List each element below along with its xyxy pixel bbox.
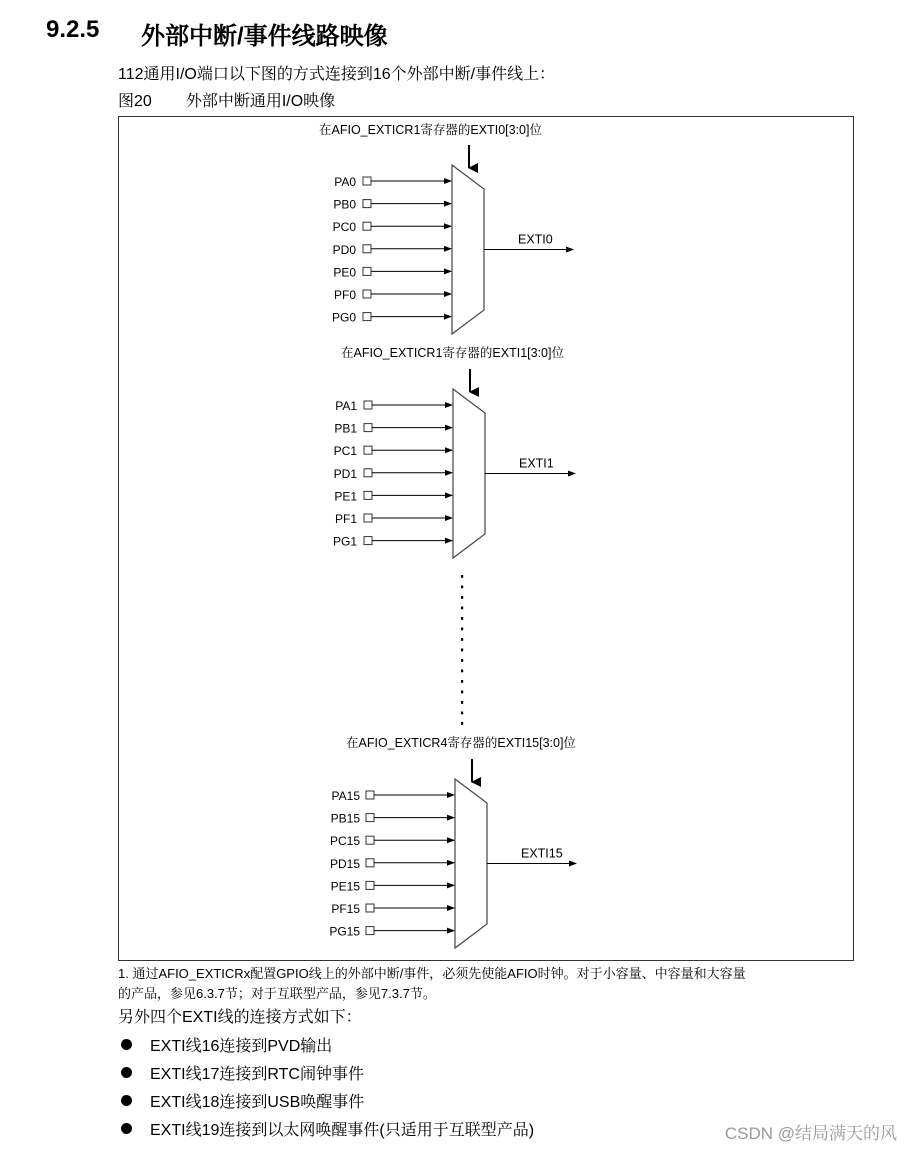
footnote-line-2: 的产品，参见6.3.7节；对于互联型产品，参见7.3.7节。 — [118, 986, 436, 1001]
ellipsis-dot — [461, 617, 463, 620]
pin-square-icon — [363, 290, 371, 298]
ellipsis-dot — [461, 712, 463, 715]
intro-paragraph: 112通用I/O端口以下图的方式连接到16个外部中断/事件线上： — [118, 66, 556, 83]
pin-square-icon — [364, 446, 372, 454]
pin-square-icon — [366, 791, 374, 799]
watermark: CSDN @结局满天的风 — [724, 1124, 897, 1143]
pin-square-icon — [363, 200, 371, 208]
ellipsis-dot — [461, 628, 463, 631]
ellipsis-dot — [461, 722, 463, 725]
pin-label: PG0 — [331, 310, 356, 325]
pin-label: PA0 — [334, 175, 356, 189]
list-item-text: EXTI线18连接到USB唤醒事件 — [150, 1093, 365, 1111]
section-number: 9.2.5 — [46, 16, 100, 43]
bullet-icon — [121, 1095, 132, 1106]
pin-square-icon — [363, 245, 371, 253]
additional-heading: 另外四个EXTI线的连接方式如下： — [118, 1009, 362, 1026]
multiplexer-shape — [452, 165, 484, 334]
ellipsis-dot — [461, 680, 463, 683]
bullet-icon — [121, 1067, 132, 1078]
pin-label: PD15 — [329, 856, 360, 871]
pin-square-icon — [363, 313, 371, 321]
pin-square-icon — [366, 814, 374, 822]
pin-label: PB0 — [333, 197, 356, 212]
pin-square-icon — [364, 537, 372, 545]
pin-square-icon — [364, 401, 372, 409]
pin-square-icon — [364, 469, 372, 477]
ellipsis-dot — [461, 607, 463, 610]
pin-square-icon — [366, 881, 374, 889]
ellipsis-dots — [461, 575, 463, 725]
list-item-text: EXTI线16连接到PVD输出 — [150, 1037, 333, 1055]
pin-label: PF0 — [333, 288, 356, 302]
list-item-text: EXTI线19连接到以太网唤醒事件(只适用于互联型产品) — [150, 1121, 535, 1139]
pin-square-icon — [364, 424, 372, 432]
footnote — [118, 964, 746, 1004]
footnote-line-1: 1. 通过AFIO_EXTICRx配置GPIO线上的外部中断/事件，必须先使能AFIO时钟。对于小容量、中容量和大容量 — [118, 966, 746, 981]
pin-square-icon — [363, 222, 371, 230]
mux-exti15 — [329, 735, 576, 948]
ellipsis-dot — [461, 575, 463, 578]
figure-caption: 外部中断通用I/O映像 — [185, 93, 336, 110]
pin-label: PB15 — [330, 811, 360, 826]
pin-label: PA15 — [331, 789, 360, 803]
output-label: EXTI0 — [518, 232, 553, 247]
list-item — [118, 1086, 534, 1114]
pin-label: PD0 — [332, 242, 356, 257]
pin-square-icon — [364, 491, 372, 499]
pin-square-icon — [366, 859, 374, 867]
pin-label: PE15 — [330, 879, 360, 894]
output-label: EXTI1 — [519, 456, 554, 471]
selector-label: 在AFIO_EXTICR1寄存器的EXTI1[3:0]位 — [341, 346, 564, 360]
list-item — [118, 1058, 534, 1086]
multiplexer-shape — [455, 779, 487, 948]
ellipsis-dot — [461, 649, 463, 652]
pin-label: PC15 — [329, 834, 360, 849]
pin-label: PB1 — [334, 421, 357, 436]
mux-exti0 — [319, 122, 573, 334]
pin-square-icon — [363, 267, 371, 275]
ellipsis-dot — [461, 670, 463, 673]
pin-label: PC1 — [333, 444, 357, 459]
pin-label: PF1 — [334, 512, 357, 526]
figure-number: 图20 — [118, 93, 152, 110]
section-title: 外部中断/事件线路映像 — [141, 23, 388, 50]
pin-label: PC0 — [332, 220, 356, 235]
pin-square-icon — [364, 514, 372, 522]
pin-label: PF15 — [331, 902, 360, 916]
pin-label: PG1 — [332, 534, 357, 549]
pin-label: PD1 — [333, 466, 357, 481]
pin-label: PE1 — [334, 489, 357, 504]
exti-extra-lines-list — [118, 1030, 534, 1142]
pin-label: PE0 — [333, 265, 356, 280]
pin-square-icon — [363, 177, 371, 185]
pin-square-icon — [366, 836, 374, 844]
multiplexer-shape — [453, 389, 485, 558]
ellipsis-dot — [461, 691, 463, 694]
bullet-icon — [121, 1123, 132, 1134]
pin-label: PA1 — [335, 399, 357, 413]
selector-label: 在AFIO_EXTICR4寄存器的EXTI15[3:0]位 — [346, 736, 576, 750]
bullet-icon — [121, 1039, 132, 1050]
list-item — [118, 1030, 534, 1058]
output-label: EXTI15 — [521, 846, 563, 861]
ellipsis-dot — [461, 638, 463, 641]
pin-square-icon — [366, 904, 374, 912]
list-item-text: EXTI线17连接到RTC闹钟事件 — [150, 1065, 364, 1083]
ellipsis-dot — [461, 596, 463, 599]
pin-label: PG15 — [329, 924, 360, 939]
ellipsis-dot — [461, 701, 463, 704]
list-item — [118, 1114, 534, 1142]
ellipsis-dot — [461, 659, 463, 662]
ellipsis-dot — [461, 586, 463, 589]
selector-label: 在AFIO_EXTICR1寄存器的EXTI0[3:0]位 — [319, 123, 542, 137]
mux-exti1 — [333, 345, 575, 558]
pin-square-icon — [366, 927, 374, 935]
